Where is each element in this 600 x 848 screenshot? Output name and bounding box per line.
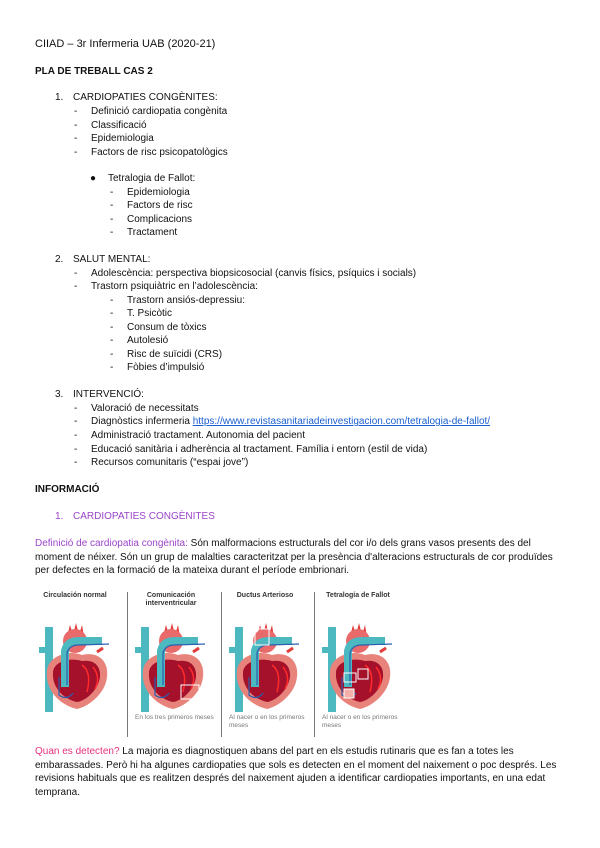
dash: - [74,120,78,131]
list-item: Classificació [91,120,147,131]
list-item: Educació sanitària i adherència al tractament. Família i entorn (estil de vida) [91,444,428,455]
dash: - [110,187,114,198]
detection-paragraph [35,745,560,799]
section-number: 1. [55,92,64,103]
list-item: Autolesió [127,335,169,346]
list-item: Adolescència: perspectiva biopsicosocial (canvis físics, psíquics i socials) [91,268,417,279]
list-item: T. Psicòtic [127,308,173,319]
list-item: Factors de risc psicopatològics [91,147,228,158]
list-item: Trastorn psiquiàtric en l’adolescència: [91,281,258,292]
heart-defects-figure [35,592,435,737]
panel-title: Comunicación interventricular [145,592,197,607]
figure-panel [225,592,318,737]
figure-panel [131,592,224,737]
info-section-title: CARDIOPATIES CONGÈNITES [73,511,215,522]
dash: - [110,295,114,306]
dash: - [110,349,114,360]
dash: - [110,200,114,211]
panel-title: Ductus Arterioso [236,592,294,599]
list-item: Definició cardiopatia congènita [91,106,228,117]
heart-illustration [320,617,410,712]
list-item [91,416,490,428]
panel-caption: En los tres primeros meses [135,714,214,721]
divider [221,592,222,737]
list-item: Tetralogia de Fallot: [108,173,196,184]
list-item: Factors de risc [127,200,193,211]
divider [127,592,128,737]
panel-caption: Al nacer o en los primeros meses [229,714,305,729]
section-title: CARDIOPATIES CONGÈNITES: [73,92,218,103]
list-item: Epidemiologia [127,187,190,198]
dash: - [110,227,114,238]
list-item: Tractament [127,227,178,238]
list-item: Trastorn ansiós-depressiu: [127,295,246,306]
section-title: SALUT MENTAL: [73,254,151,265]
list-item: Valoració de necessitats [91,403,199,414]
detection-text: La majoria es diagnostiquen abans del part en els estudis rutinaris que es fan a totes les embarassades. Però hi ha algunes cardiopaties que sols es detecten en el moment del naixement o poc després. Les revisions habituals que es realitzen després del naixement ajuden a identificar cardiopaties importants, en una edat temprana. [35,746,557,798]
divider [314,592,315,737]
heart-illustration [227,617,317,712]
list-item: Fòbies d’impulsió [127,362,205,373]
dash: - [74,268,78,279]
dash: - [74,457,78,468]
heart-illustration [133,617,223,712]
list-item: Administració tractament. Autonomia del pacient [91,430,305,441]
figure-panel [35,592,128,737]
heart-illustration [37,617,127,712]
dash: - [74,444,78,455]
dash: - [74,416,78,427]
dash: - [74,133,78,144]
document-header: CIIAD – 3r Infermeria UAB (2020-21) [35,38,216,50]
dash: - [110,362,114,373]
definition-text: Són malformacions estructurals del cor i/o dels grans vasos presents des del moment de néixer. Són un grup de malalties caracteritzat per la presència d'alteracions estructurals de cor produïdes per defectes en la formació de la mateixa durant el període embrionari. [35,538,553,577]
plan-title: PLA DE TREBALL CAS 2 [35,66,153,77]
figure-panel [318,592,411,737]
panel-caption: Al nacer o en los primeros meses [322,714,398,729]
list-item: Complicacions [127,214,193,225]
list-item: Consum de tòxics [127,322,207,333]
definition-paragraph [35,537,560,578]
dash: - [74,281,78,292]
detection-label: Quan es detecten? [35,746,120,757]
list-item: Epidemiologia [91,133,154,144]
info-title: INFORMACIÓ [35,484,100,495]
dash: - [74,106,78,117]
dash: - [74,403,78,414]
list-item: Recursos comunitaris (“espai jove”) [91,457,249,468]
fallot-link[interactable]: https://www.revistasanitariadeinvestigacion.com/tetralogia-de-fallot/ [192,416,491,427]
dash: - [110,214,114,225]
dash: - [110,322,114,333]
dash: - [74,430,78,441]
dash: - [74,147,78,158]
bullet-icon: ● [90,173,97,184]
section-number: 2. [55,254,64,265]
panel-title: Circulación normal [43,592,107,599]
section-number: 3. [55,389,64,400]
definition-label: Definició de cardiopatia congènita: [35,538,188,549]
panel-title: Tetralogía de Fallot [326,592,390,599]
list-item-text: Diagnòstics infermeria [91,416,190,427]
dash: - [110,308,114,319]
section-number: 1. [55,511,64,522]
section-title: INTERVENCIÓ: [73,389,144,400]
list-item: Risc de suïcidi (CRS) [127,349,223,360]
dash: - [110,335,114,346]
